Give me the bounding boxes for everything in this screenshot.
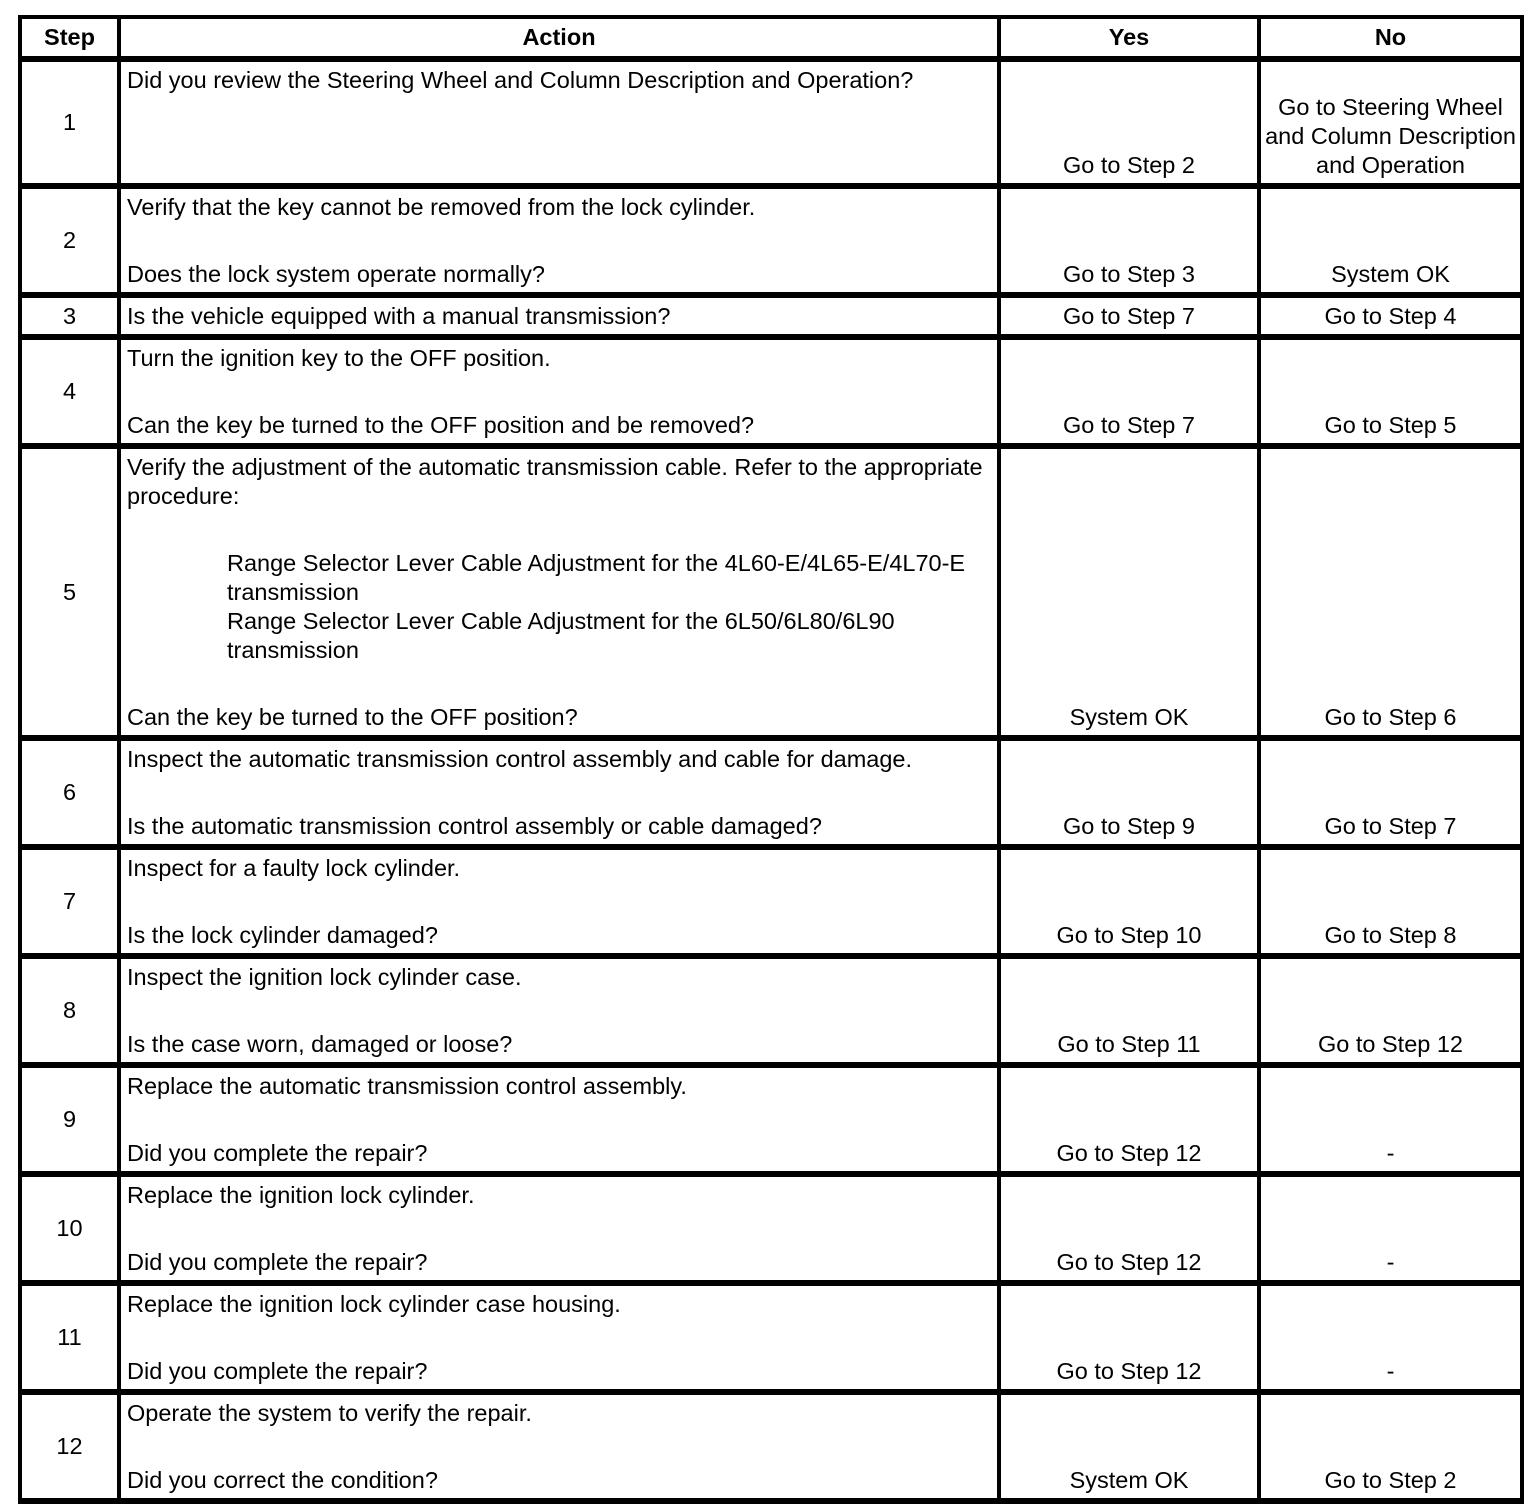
yes-result: System OK [999, 446, 1259, 738]
action-question: Did you complete the repair? [127, 1249, 428, 1275]
table-row [20, 446, 1522, 738]
header-step: Step [20, 17, 119, 59]
action-instruction: Inspect the automatic transmission control assembly and cable for damage. [127, 746, 913, 772]
action-cell [119, 186, 999, 295]
header-row [20, 17, 1522, 59]
table-row [20, 59, 1522, 186]
action-instruction: Turn the ignition key to the OFF position. [127, 345, 551, 371]
action-question: Is the vehicle equipped with a manual transmission? [127, 303, 671, 329]
action-cell [119, 847, 999, 956]
action-cell [119, 956, 999, 1065]
action-question: Can the key be turned to the OFF position? [127, 704, 578, 730]
action-question: Did you review the Steering Wheel and Column Description and Operation? [127, 67, 914, 93]
action-instruction: Replace the ignition lock cylinder. [127, 1182, 475, 1208]
step-number: 2 [20, 186, 119, 295]
step-number: 3 [20, 295, 119, 337]
yes-result: Go to Step 7 [999, 295, 1259, 337]
step-number: 6 [20, 738, 119, 847]
yes-result: System OK [999, 1392, 1259, 1501]
yes-result: Go to Step 10 [999, 847, 1259, 956]
table-row [20, 956, 1522, 1065]
action-cell [119, 1065, 999, 1174]
no-result: Go to Step 5 [1259, 337, 1522, 446]
table-row [20, 1283, 1522, 1392]
action-question: Is the case worn, damaged or loose? [127, 1031, 513, 1057]
yes-result: Go to Step 3 [999, 186, 1259, 295]
action-instruction: Replace the ignition lock cylinder case housing. [127, 1291, 621, 1317]
table-row [20, 1392, 1522, 1501]
action-cell [119, 295, 999, 337]
action-cell [119, 59, 999, 186]
action-instruction: Verify that the key cannot be removed from the lock cylinder. [127, 194, 756, 220]
no-result: - [1259, 1174, 1522, 1283]
action-question: Did you correct the condition? [127, 1467, 438, 1493]
procedure-item: Range Selector Lever Cable Adjustment for the 6L50/6L80/6L90 transmission [227, 608, 895, 663]
action-instruction: Inspect the ignition lock cylinder case. [127, 964, 522, 990]
step-number: 10 [20, 1174, 119, 1283]
action-cell [119, 446, 999, 738]
step-number: 4 [20, 337, 119, 446]
header-no: No [1259, 17, 1522, 59]
step-number: 5 [20, 446, 119, 738]
table-body [20, 59, 1522, 1501]
action-question: Did you complete the repair? [127, 1358, 428, 1384]
step-number: 1 [20, 59, 119, 186]
yes-result: Go to Step 11 [999, 956, 1259, 1065]
yes-result: Go to Step 2 [999, 59, 1259, 186]
no-result: - [1259, 1283, 1522, 1392]
step-number: 8 [20, 956, 119, 1065]
action-cell [119, 337, 999, 446]
no-result: Go to Steering Wheel and Column Description and Operation [1259, 59, 1522, 186]
no-result: Go to Step 7 [1259, 738, 1522, 847]
action-cell [119, 738, 999, 847]
yes-result: Go to Step 12 [999, 1174, 1259, 1283]
action-instruction: Replace the automatic transmission control assembly. [127, 1073, 687, 1099]
action-cell [119, 1392, 999, 1501]
procedure-list [127, 549, 991, 665]
action-question: Is the lock cylinder damaged? [127, 922, 438, 948]
no-result: Go to Step 8 [1259, 847, 1522, 956]
action-question: Did you complete the repair? [127, 1140, 428, 1166]
yes-result: Go to Step 12 [999, 1283, 1259, 1392]
table-row [20, 1065, 1522, 1174]
table-header [20, 17, 1522, 59]
no-result: Go to Step 12 [1259, 956, 1522, 1065]
header-action: Action [119, 17, 999, 59]
step-number: 12 [20, 1392, 119, 1501]
yes-result: Go to Step 7 [999, 337, 1259, 446]
action-instruction: Inspect for a faulty lock cylinder. [127, 855, 461, 881]
table-row [20, 295, 1522, 337]
step-number: 7 [20, 847, 119, 956]
no-result: - [1259, 1065, 1522, 1174]
action-cell [119, 1283, 999, 1392]
yes-result: Go to Step 9 [999, 738, 1259, 847]
action-question: Can the key be turned to the OFF position and be removed? [127, 412, 755, 438]
action-cell [119, 1174, 999, 1283]
no-result: Go to Step 6 [1259, 446, 1522, 738]
action-instruction: Operate the system to verify the repair. [127, 1400, 532, 1426]
no-result: Go to Step 2 [1259, 1392, 1522, 1501]
action-question: Does the lock system operate normally? [127, 261, 545, 287]
yes-result: Go to Step 12 [999, 1065, 1259, 1174]
no-result: Go to Step 4 [1259, 295, 1522, 337]
procedure-item: Range Selector Lever Cable Adjustment for the 4L60-E/4L65-E/4L70-E transmission [227, 550, 966, 605]
no-result: System OK [1259, 186, 1522, 295]
header-yes: Yes [999, 17, 1259, 59]
step-number: 9 [20, 1065, 119, 1174]
step-number: 11 [20, 1283, 119, 1392]
action-question: Is the automatic transmission control assembly or cable damaged? [127, 813, 822, 839]
table-row [20, 847, 1522, 956]
action-instruction: Verify the adjustment of the automatic transmission cable. Refer to the appropriate procedure: [127, 454, 983, 509]
diagnostic-table [18, 15, 1524, 1504]
table-row [20, 1174, 1522, 1283]
table-row [20, 738, 1522, 847]
table-row [20, 337, 1522, 446]
table-row [20, 186, 1522, 295]
